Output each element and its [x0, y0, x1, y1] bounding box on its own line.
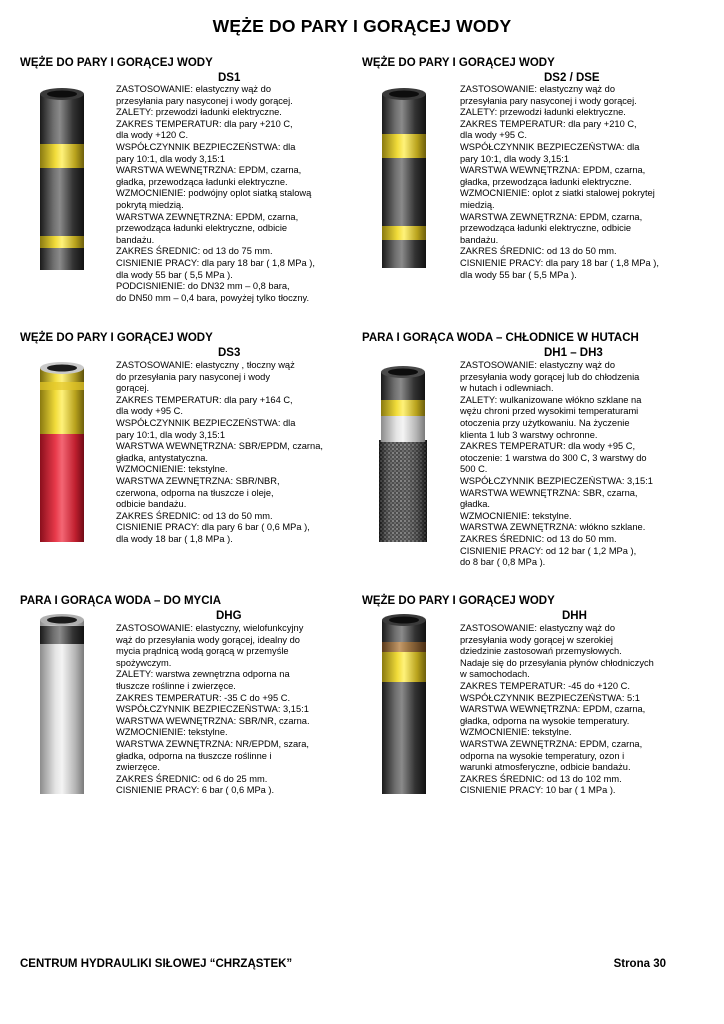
desc-line: WARSTWA ZEWNĘTRZNA: SBR/NBR, — [116, 475, 280, 486]
desc-line: WARSTWA ZEWNĘTRZNA: włókno szklane. — [460, 522, 646, 533]
desc-line: WSPÓŁCZYNNIK BEZPIECZEŃSTWA: dla — [116, 417, 296, 428]
section-heading: PARA I GORĄCA WODA – DO MYCIA — [20, 595, 222, 607]
desc-line: przesyłania wody gorącej lub do chłodzenia — [460, 371, 640, 382]
desc-line: WARSTWA WEWNĘTRZNA: EPDM, czarna, — [460, 704, 646, 715]
desc-line: dziedzinie zastosowań przemysłowych. — [460, 646, 622, 657]
desc-line: dla wody 18 bar ( 1,8 MPa ). — [116, 533, 233, 544]
desc-line: pary 10:1, dla wody 3,15:1 — [116, 153, 226, 164]
desc-line: ZAKRES ŚREDNIC: od 13 do 50 mm. — [460, 533, 617, 544]
footer-page-number: Strona 30 — [613, 958, 666, 970]
product-section-ds3 — [20, 331, 350, 359]
product-description — [460, 623, 688, 797]
product-code: DS2 / DSE — [544, 72, 600, 84]
desc-line: ZAKRES ŚREDNIC: od 13 do 75 mm. — [116, 246, 273, 257]
desc-line: CISNIENIE PRACY: dla pary 18 bar ( 1,8 MPa ), — [116, 257, 315, 268]
desc-line: otoczenie: 1 warstwa do 300 C, 3 warstwy do — [460, 452, 647, 463]
desc-line: bandażu. — [460, 234, 499, 245]
desc-line: miedzią. — [460, 199, 495, 210]
desc-line: zwierzęce. — [116, 762, 160, 773]
section-heading: WĘŻE DO PARY I GORĄCEJ WODY — [362, 595, 555, 607]
product-section-dhh — [362, 594, 692, 622]
desc-line: gładka, przewodząca ładunki elektryczne. — [460, 176, 632, 187]
product-code: DH1 – DH3 — [544, 347, 603, 359]
desc-line: ZAKRES ŚREDNIC: od 13 do 50 mm. — [116, 510, 273, 521]
desc-line: gorącej. — [116, 383, 150, 394]
desc-line: WSPÓŁCZYNNIK BEZPIECZEŃSTWA: dla — [116, 141, 296, 152]
desc-line: WZMOCNIENIE: tekstylne. — [460, 510, 572, 521]
desc-line: gładka, odporna na wysokie temperatury. — [460, 715, 630, 726]
footer-company-name: CENTRUM HYDRAULIKI SIŁOWEJ “CHRZĄSTEK” — [20, 958, 293, 970]
desc-line: klienta 1 lub 3 warstwy ochronne. — [460, 429, 598, 440]
desc-line: WSPÓŁCZYNNIK BEZPIECZEŃSTWA: dla — [460, 141, 640, 152]
hose-ds1-icon — [38, 86, 86, 270]
desc-line: Nadaje się do przesyłania płynów chłodniczych — [460, 657, 654, 668]
desc-line: ZAKRES TEMPERATUR: -35 C do +95 C. — [116, 692, 291, 703]
desc-line: WSPÓŁCZYNNIK BEZPIECZEŃSTWA: 3,15:1 — [460, 475, 653, 486]
desc-line: otoczenia przy użytkowaniu. Na życzenie — [460, 417, 630, 428]
desc-line: WZMOCNIENIE: oplot z siatki stalowej pokrytej — [460, 188, 655, 199]
hose-ds3-icon — [38, 360, 86, 542]
desc-line: dla wody +95 C. — [116, 406, 183, 417]
desc-line: ZASTOSOWANIE: elastyczny wąż do — [460, 623, 615, 633]
desc-line: gładka, odporna na tłuszcze roślinne i — [116, 750, 272, 761]
hose-dhg-icon — [38, 612, 86, 794]
section-heading: WĘŻE DO PARY I GORĄCEJ WODY — [362, 57, 555, 69]
desc-line: do DN50 mm – 0,4 bara, powyżej tylko tłoczny. — [116, 292, 310, 303]
section-heading: PARA I GORĄCA WODA – CHŁODNICE W HUTACH — [362, 332, 639, 344]
desc-line: gładka, antystatyczna. — [116, 452, 208, 463]
desc-line: ZAKRES TEMPERATUR: dla wody +95 C, — [460, 441, 636, 452]
desc-line: do przesyłania pary nasyconej i wody — [116, 371, 270, 382]
desc-line: przesyłania pary nasyconej i wody gorącej. — [460, 95, 637, 106]
desc-line: przesyłania pary nasyconej i wody gorącej. — [116, 95, 293, 106]
product-code: DS1 — [218, 72, 241, 84]
product-section-ds2 — [362, 56, 692, 84]
desc-line: WARSTWA WEWNĘTRZNA: EPDM, czarna, — [460, 165, 646, 176]
desc-line: CISNIENIE PRACY: dla pary 6 bar ( 0,6 MPa ), — [116, 522, 310, 533]
desc-line: gładka, przewodząca ładunki elektryczne. — [116, 176, 288, 187]
desc-line: tłuszcze roślinne i zwierzęce. — [116, 680, 236, 691]
product-description — [116, 623, 344, 797]
product-section-dhg — [20, 594, 350, 622]
desc-line: odbicie bandażu. — [116, 499, 187, 510]
product-section-ds1 — [20, 56, 350, 84]
desc-line: ZAKRES TEMPERATUR: dla pary +210 C, — [460, 118, 637, 129]
desc-line: ZAKRES TEMPERATUR: dla pary +164 C, — [116, 394, 293, 405]
desc-line: WZMOCNIENIE: tekstylne. — [116, 727, 228, 738]
desc-line: CISNIENIE PRACY: 6 bar ( 0,6 MPa ). — [116, 785, 275, 796]
desc-line: ZAKRES ŚREDNIC: od 13 do 50 mm. — [460, 246, 617, 257]
desc-line: ZAKRES TEMPERATUR: dla pary +210 C, — [116, 118, 293, 129]
desc-line: CISNIENIE PRACY: 10 bar ( 1 MPa ). — [460, 785, 616, 796]
desc-line: WSPÓŁCZYNNIK BEZPIECZEŃSTWA: 3,15:1 — [116, 704, 309, 715]
product-section-dh — [362, 331, 692, 359]
product-description — [460, 360, 688, 569]
desc-line: w hutach i odlewniach. — [460, 383, 554, 394]
desc-line: wąż do przesyłania wody gorącej, idealny do — [116, 634, 300, 645]
desc-line: gładka. — [460, 499, 490, 510]
desc-line: przesyłania wody gorącej w szerokiej — [460, 634, 613, 645]
desc-line: WARSTWA WEWNĘTRZNA: EPDM, czarna, — [116, 165, 302, 176]
desc-line: w samochodach. — [460, 669, 530, 680]
desc-line: WARSTWA WEWNĘTRZNA: SBR/EPDM, czarna, — [116, 441, 323, 452]
desc-line: pokrytą miedzią. — [116, 199, 184, 210]
desc-line: dla wody 55 bar ( 5,5 MPa ). — [116, 269, 233, 280]
desc-line: dla wody +120 C. — [116, 130, 189, 141]
desc-line: wężu chroni przed wysokimi temperaturami — [460, 406, 639, 417]
desc-line: ZALETY: warstwa zewnętrzna odporna na — [116, 669, 290, 680]
desc-line: 500 C. — [460, 464, 488, 475]
desc-line: WARSTWA ZEWNĘTRZNA: EPDM, czarna, — [116, 211, 299, 222]
desc-line: ZALETY: przewodzi ładunki elektryczne. — [460, 107, 626, 118]
desc-line: WZMOCNIENIE: tekstylne. — [460, 727, 572, 738]
desc-line: WSPÓŁCZYNNIK BEZPIECZEŃSTWA: 5:1 — [460, 692, 640, 703]
desc-line: PODCISNIENIE: do DN32 mm – 0,8 bara, — [116, 281, 290, 292]
hose-ds2-icon — [380, 86, 428, 268]
desc-line: dla wody 55 bar ( 5,5 MPa ). — [460, 269, 577, 280]
desc-line: WARSTWA WEWNĘTRZNA: SBR/NR, czarna. — [116, 715, 310, 726]
desc-line: ZASTOSOWANIE: elastyczny wąż do — [460, 360, 615, 370]
section-heading: WĘŻE DO PARY I GORĄCEJ WODY — [20, 57, 213, 69]
hose-dhh-icon — [380, 612, 428, 794]
desc-line: czerwona, odporna na tłuszcze i oleje, — [116, 487, 274, 498]
desc-line: odporna na wysokie temperatury, ozon i — [460, 750, 625, 761]
desc-line: ZALETY: przewodzi ładunki elektryczne. — [116, 107, 282, 118]
desc-line: WZMOCNIENIE: tekstylne. — [116, 464, 228, 475]
desc-line: CISNIENIE PRACY: od 12 bar ( 1,2 MPa ), — [460, 545, 637, 556]
desc-line: WARSTWA ZEWNĘTRZNA: EPDM, czarna, — [460, 738, 643, 749]
desc-line: spożywczym. — [116, 657, 172, 668]
desc-line: WARSTWA ZEWNĘTRZNA: NR/EPDM, szara, — [116, 738, 310, 749]
desc-line: pary 10:1, dla wody 3,15:1 — [116, 429, 226, 440]
product-description — [460, 84, 688, 281]
desc-line: ZAKRES ŚREDNIC: od 13 do 102 mm. — [460, 773, 622, 784]
desc-line: do 8 bar ( 0,8 MPa ). — [460, 557, 546, 568]
desc-line: przewodząca ładunki elektryczne, odbicie — [460, 223, 632, 234]
product-code: DHH — [562, 610, 587, 622]
desc-line: przewodząca ładunki elektryczne, odbicie — [116, 223, 288, 234]
desc-line: WARSTWA ZEWNĘTRZNA: EPDM, czarna, — [460, 211, 643, 222]
hose-dh-icon — [376, 360, 430, 542]
section-heading: WĘŻE DO PARY I GORĄCEJ WODY — [20, 332, 213, 344]
desc-line: ZAKRES TEMPERATUR: -45 do +120 C. — [460, 680, 630, 691]
desc-line: ZAKRES ŚREDNIC: od 6 do 25 mm. — [116, 773, 268, 784]
desc-line: CISNIENIE PRACY: dla pary 18 bar ( 1,8 MPa ), — [460, 257, 659, 268]
desc-line: warunki atmosferyczne, odbicie bandażu. — [460, 762, 631, 773]
page-title: WĘŻE DO PARY I GORĄCEJ WODY — [212, 16, 512, 36]
desc-line: ZALETY: wulkanizowane włókno szklane na — [460, 394, 642, 405]
desc-line: bandażu. — [116, 234, 155, 245]
desc-line: mycia prądnicą wodą gorącą w przemyśle — [116, 646, 289, 657]
product-description — [116, 360, 344, 546]
product-description — [116, 84, 344, 304]
desc-line: dla wody +95 C. — [460, 130, 527, 141]
desc-line: ZASTOSOWANIE: elastyczny wąż do — [460, 84, 615, 94]
product-code: DHG — [216, 610, 242, 622]
desc-line: WARSTWA WEWNĘTRZNA: SBR, czarna, — [460, 487, 638, 498]
product-code: DS3 — [218, 347, 241, 359]
desc-line: ZASTOSOWANIE: elastyczny , tłoczny wąż — [116, 360, 295, 370]
desc-line: pary 10:1, dla wody 3,15:1 — [460, 153, 570, 164]
desc-line: ZASTOSOWANIE: elastyczny, wielofunkcyjny — [116, 623, 304, 633]
desc-line: ZASTOSOWANIE: elastyczny wąż do — [116, 84, 271, 94]
desc-line: WZMOCNIENIE: podwójny oplot siatką stalową — [116, 188, 312, 199]
